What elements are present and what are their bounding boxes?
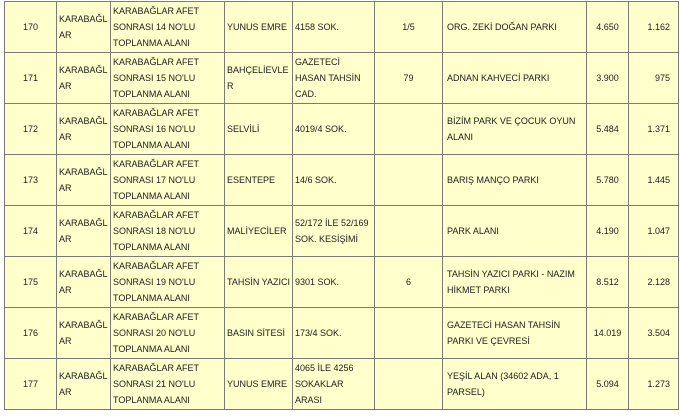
area-name-cell: KARABAĞLAR AFET SONRASI 14 NO'LU TOPLANMA ALANI: [111, 2, 225, 53]
row-number: 176: [5, 308, 57, 359]
door-number-cell: 79: [375, 53, 443, 104]
area-size-cell: 8.512: [587, 257, 629, 308]
table-row: [5, 308, 679, 359]
capacity-cell: 1.445: [629, 155, 679, 206]
door-number-cell: [375, 155, 443, 206]
street-cell: 173/4 SOK.: [293, 308, 375, 359]
row-number: 175: [5, 257, 57, 308]
area-name-cell: KARABAĞLAR AFET SONRASI 16 NO'LU TOPLANMA ALANI: [111, 104, 225, 155]
district-cell: KARABAĞLAR: [57, 308, 111, 359]
area-size-cell: 14.019: [587, 308, 629, 359]
street-cell: 4019/4 SOK.: [293, 104, 375, 155]
district-cell: KARABAĞLAR: [57, 257, 111, 308]
door-number-cell: [375, 206, 443, 257]
area-name-cell: KARABAĞLAR AFET SONRASI 18 NO'LU TOPLANMA ALANI: [111, 206, 225, 257]
area-size-cell: 4.650: [587, 2, 629, 53]
place-name-cell: GAZETECİ HASAN TAHSİN PARKI VE ÇEVRESİ: [443, 308, 587, 359]
street-cell: GAZETECİ HASAN TAHSİN CAD.: [293, 53, 375, 104]
capacity-cell: 3.504: [629, 308, 679, 359]
row-number: 171: [5, 53, 57, 104]
place-name-cell: BARIŞ MANÇO PARKI: [443, 155, 587, 206]
district-cell: KARABAĞLAR: [57, 155, 111, 206]
street-cell: 52/172 İLE 52/169 SOK. KESİŞİMİ: [293, 206, 375, 257]
capacity-cell: 1.273: [629, 359, 679, 410]
capacity-cell: 1.162: [629, 2, 679, 53]
area-name-cell: KARABAĞLAR AFET SONRASI 20 NO'LU TOPLANMA ALANI: [111, 308, 225, 359]
table-row: [5, 53, 679, 104]
table-row: [5, 104, 679, 155]
door-number-cell: 1/5: [375, 2, 443, 53]
district-cell: KARABAĞLAR: [57, 206, 111, 257]
capacity-cell: 2.128: [629, 257, 679, 308]
row-number: 170: [5, 2, 57, 53]
row-number: 174: [5, 206, 57, 257]
door-number-cell: [375, 308, 443, 359]
capacity-cell: 1.047: [629, 206, 679, 257]
neighborhood-cell: YUNUS EMRE: [225, 359, 293, 410]
door-number-cell: 6: [375, 257, 443, 308]
district-cell: KARABAĞLAR: [57, 53, 111, 104]
area-size-cell: 5.780: [587, 155, 629, 206]
area-name-cell: KARABAĞLAR AFET SONRASI 17 NO'LU TOPLANMA ALANI: [111, 155, 225, 206]
neighborhood-cell: ESENTEPE: [225, 155, 293, 206]
table-row: [5, 359, 679, 410]
neighborhood-cell: MALİYECİLER: [225, 206, 293, 257]
area-size-cell: 3.900: [587, 53, 629, 104]
place-name-cell: TAHSİN YAZICI PARKI - NAZIM HİKMET PARKI: [443, 257, 587, 308]
area-size-cell: 4.190: [587, 206, 629, 257]
area-size-cell: 5.484: [587, 104, 629, 155]
door-number-cell: [375, 359, 443, 410]
street-cell: 4158 SOK.: [293, 2, 375, 53]
street-cell: 9301 SOK.: [293, 257, 375, 308]
row-number: 172: [5, 104, 57, 155]
place-name-cell: ORG. ZEKİ DOĞAN PARKI: [443, 2, 587, 53]
place-name-cell: ADNAN KAHVECİ PARKI: [443, 53, 587, 104]
table-row: [5, 2, 679, 53]
area-size-cell: 5.094: [587, 359, 629, 410]
capacity-cell: 1.371: [629, 104, 679, 155]
table-row: [5, 257, 679, 308]
district-cell: KARABAĞLAR: [57, 359, 111, 410]
table-row: [5, 155, 679, 206]
neighborhood-cell: YUNUS EMRE: [225, 2, 293, 53]
neighborhood-cell: SELVİLİ: [225, 104, 293, 155]
table-row: [5, 206, 679, 257]
neighborhood-cell: TAHSİN YAZICI: [225, 257, 293, 308]
street-cell: 14/6 SOK.: [293, 155, 375, 206]
assembly-areas-table: [4, 1, 679, 410]
capacity-cell: 975: [629, 53, 679, 104]
table-body: [5, 2, 679, 410]
area-name-cell: KARABAĞLAR AFET SONRASI 15 NO'LU TOPLANMA ALANI: [111, 53, 225, 104]
neighborhood-cell: BASIN SİTESİ: [225, 308, 293, 359]
district-cell: KARABAĞLAR: [57, 2, 111, 53]
place-name-cell: BİZİM PARK VE ÇOCUK OYUN ALANI: [443, 104, 587, 155]
area-name-cell: KARABAĞLAR AFET SONRASI 21 NO'LU TOPLANMA ALANI: [111, 359, 225, 410]
neighborhood-cell: BAHÇELİEVLER: [225, 53, 293, 104]
place-name-cell: YEŞİL ALAN (34602 ADA, 1 PARSEL): [443, 359, 587, 410]
district-cell: KARABAĞLAR: [57, 104, 111, 155]
place-name-cell: PARK ALANI: [443, 206, 587, 257]
row-number: 173: [5, 155, 57, 206]
door-number-cell: [375, 104, 443, 155]
street-cell: 4065 İLE 4256 SOKAKLAR ARASI: [293, 359, 375, 410]
area-name-cell: KARABAĞLAR AFET SONRASI 19 NO'LU TOPLANMA ALANI: [111, 257, 225, 308]
row-number: 177: [5, 359, 57, 410]
